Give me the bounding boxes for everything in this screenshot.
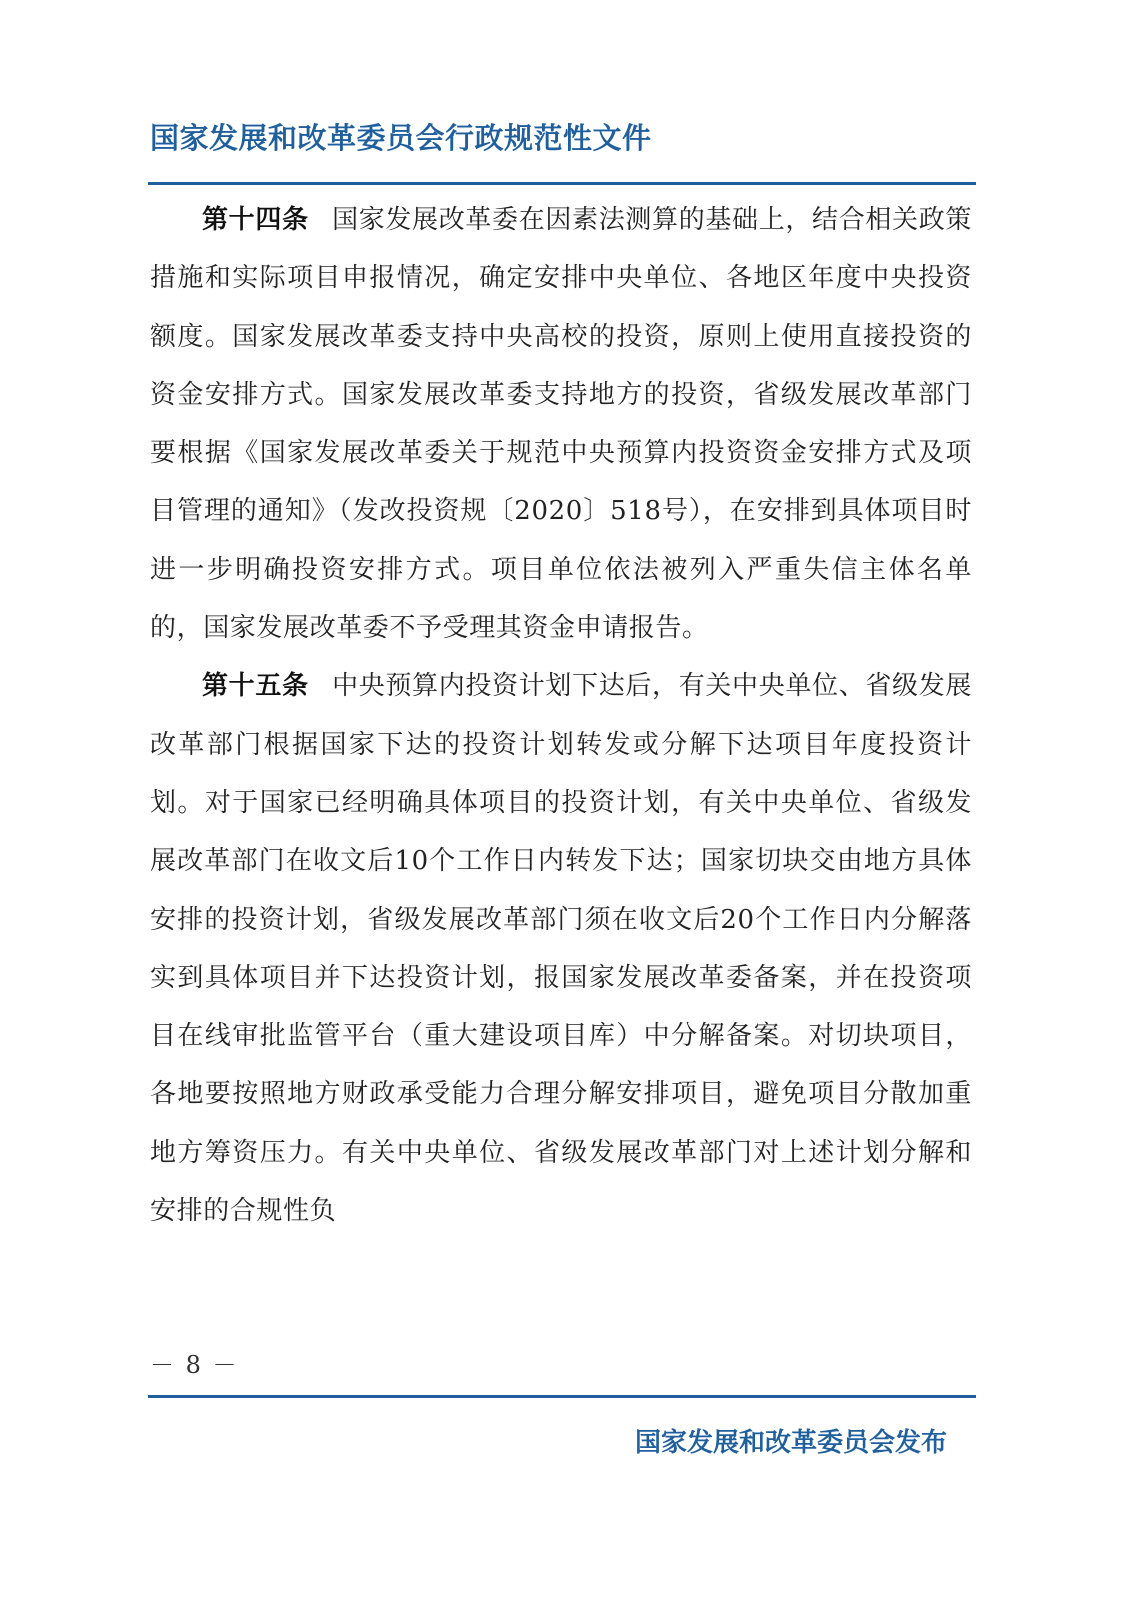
article-paragraph xyxy=(150,191,972,657)
document-body xyxy=(150,191,972,1331)
article-text: 国家发展改革委在因素法测算的基础上，结合相关政策措施和实际项目申报情况，确定安排中央单位、各地区年度中央投资额度。国家发展改革委支持中央高校的投资，原则上使用直接投资的资金安排方式。国家发展改革委支持地方的投资，省级发展改革部门要根据《国家发展改革委关于规范中央预算内投资资金安排方式及项目管理的通知》（发改投资规〔2020〕518号），在安排到具体项目时进一步明确投资安排方式。项目单位依法被列入严重失信主体名单的，国家发展改革委不予受理其资金申请报告。 xyxy=(150,205,972,644)
article-text: 中央预算内投资计划下达后，有关中央单位、省级发展改革部门根据国家下达的投资计划转发或分解下达项目年度投资计划。对于国家已经明确具体项目的投资计划，有关中央单位、省级发展改革部门在收文后10个工作日内转发下达；国家切块交由地方具体安排的投资计划，省级发展改革部门须在收文后20个工作日内分解落实到具体项目并下达投资计划，报国家发展改革委备案，并在投资项目在线审批监管平台（重大建设项目库）中分解备案。对切块项目，各地要按照地方财政承受能力合理分解安排项目，避免项目分散加重地方筹资压力。有关中央单位、省级发展改革部门对上述计划分解和安排的合规性负 xyxy=(150,671,972,1227)
article-paragraph xyxy=(150,657,972,1240)
footer-divider xyxy=(148,1395,976,1398)
footer-publisher: 国家发展和改革委员会发布 xyxy=(634,1428,947,1458)
header-divider xyxy=(148,182,976,185)
page-number: － 8 － xyxy=(150,1351,239,1379)
article-number: 第十五条 xyxy=(202,671,309,702)
document-header-title: 国家发展和改革委员会行政规范性文件 xyxy=(150,121,652,155)
article-number: 第十四条 xyxy=(202,205,309,235)
